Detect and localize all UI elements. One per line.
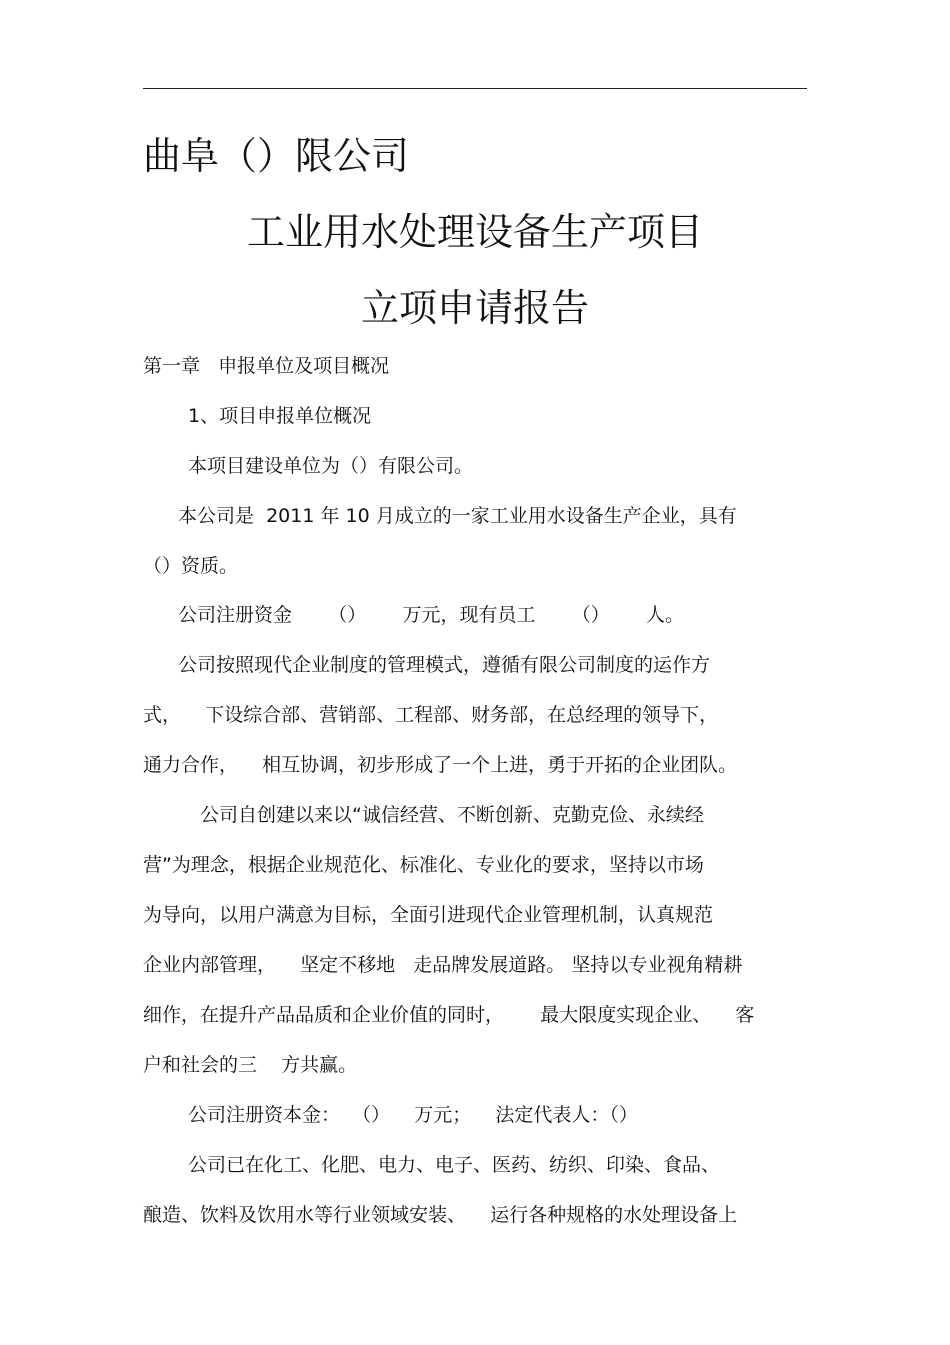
body-line: 营”为理念，根据企业规范化、标准化、专业化的要求，坚持以市场: [143, 854, 704, 876]
body-line: 为导向，以用户满意为目标，全面引进现代企业管理机制，认真规范: [143, 904, 714, 926]
body-line: 企业内部管理， 坚定不移地 走品牌发展道路。 坚持以专业视角精耕: [143, 954, 743, 976]
body-line: 户和社会的三 方共赢。: [143, 1054, 358, 1076]
body-line: 公司注册资金 （） 万元，现有员工 （） 人。: [178, 604, 684, 626]
body-line: 通力合作， 相互协调，初步形成了一个上进，勇于开拓的企业团队。: [143, 754, 738, 776]
report-title-line2: 立项申请报告: [360, 286, 589, 330]
company-name: 曲阜（）限公司: [143, 134, 410, 178]
body-line: 酿造、饮料及饮用水等行业领域安装、 运行各种规格的水处理设备上: [143, 1204, 738, 1226]
body-line: 公司已在化工、化肥、电力、电子、医药、纺织、印染、食品、: [188, 1154, 721, 1176]
body-line: （）资质。: [143, 555, 239, 577]
body-line: 本项目建设单位为（）有限公司。: [188, 455, 474, 477]
body-line: 公司按照现代企业制度的管理模式，遵循有限公司制度的运作方: [178, 654, 711, 676]
report-title-line1: 工业用水处理设备生产项目: [246, 210, 703, 254]
body-line: 细作，在提升产品品质和企业价值的同时， 最大限度实现企业、 客: [143, 1004, 755, 1026]
body-line: 公司自创建以来以“诚信经营、不断创新、克勤克俭、永续经: [200, 804, 704, 826]
chapter-heading: 第一章 申报单位及项目概况: [143, 355, 390, 377]
body-line: 本公司是 2011 年 10 月成立的一家工业用水设备生产企业，具有: [178, 505, 737, 527]
body-line: 公司注册资本金： （） 万元； 法定代表人：（）: [188, 1104, 638, 1126]
body-line: 式， 下设综合部、营销部、工程部、财务部，在总经理的领导下，: [143, 704, 719, 726]
section-heading: 1、项目申报单位概况: [188, 405, 372, 427]
header-rule: [143, 88, 807, 89]
